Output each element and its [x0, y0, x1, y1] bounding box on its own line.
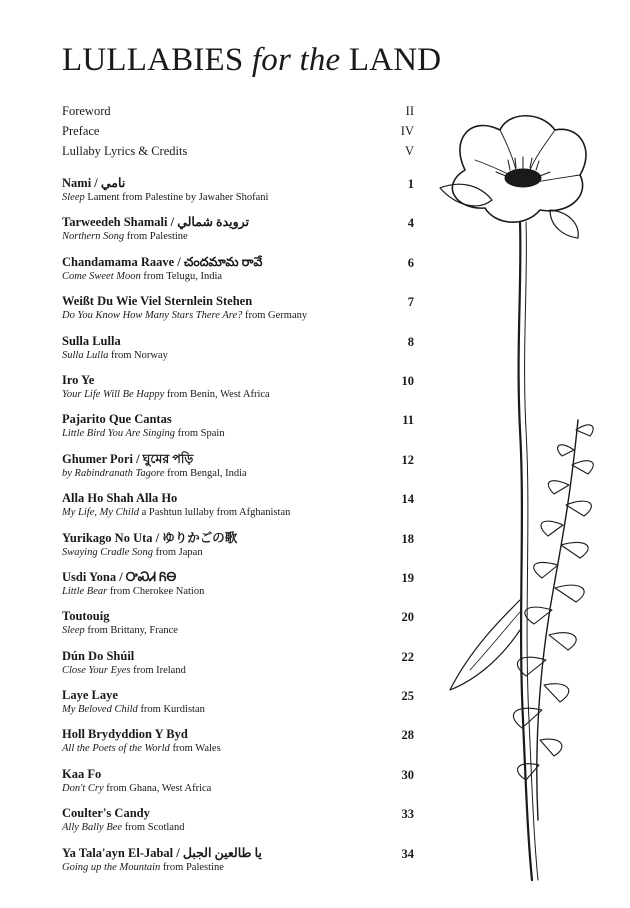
entry-title: Alla Ho Shah Alla Ho: [62, 491, 178, 506]
entry-subtitle-italic: Close Your Eyes: [62, 664, 131, 676]
contents-entry[interactable]: [62, 176, 414, 215]
entry-title: Dún Do Shúil: [62, 648, 135, 663]
entry-subtitle-rest: from Wales: [169, 743, 221, 755]
entry-page-number: 28: [401, 728, 414, 743]
entry-page-number: 11: [402, 413, 414, 428]
entry-subtitle-rest: from Telugu, India: [140, 270, 223, 282]
front-matter-label: Lullaby Lyrics & Credits: [62, 144, 188, 158]
contents-entry[interactable]: [62, 688, 414, 727]
entry-page-number: 33: [401, 807, 414, 822]
contents-entry[interactable]: [62, 491, 414, 530]
entry-subtitle: [62, 585, 414, 598]
entry-subtitle: [62, 191, 414, 204]
contents-entry[interactable]: [62, 609, 414, 648]
entry-title: Ghumer Pori / ঘুমের পড়ি: [62, 451, 194, 466]
entry-page-number: 19: [401, 570, 414, 585]
contents-entry[interactable]: [62, 649, 414, 688]
entry-title: Weißt Du Wie Viel Sternlein Stehen: [62, 294, 253, 309]
contents-entry[interactable]: [62, 452, 414, 491]
entry-title: Iro Ye: [62, 372, 95, 387]
entry-subtitle-rest: from Scotland: [122, 822, 185, 834]
entry-title: Tarweedeh Shamali / ترويدة شمالي: [62, 215, 250, 230]
entry-title: Toutouig: [62, 609, 110, 624]
entry-subtitle-rest: from Cherokee Nation: [107, 585, 205, 597]
entry-title: Nami / نامي: [62, 176, 126, 190]
entry-title: Chandamama Raave / చందమామ రావే: [62, 254, 263, 269]
entry-subtitle: [62, 861, 414, 874]
entry-subtitle-rest: from Germany: [242, 310, 308, 322]
entry-subtitle-italic: My Beloved Child: [62, 704, 138, 716]
entry-subtitle-italic: Do You Know How Many Stars There Are?: [62, 310, 243, 322]
entry-subtitle-italic: My Life, My Child: [62, 507, 139, 519]
entry-page-number: 34: [401, 846, 414, 861]
front-matter-page: V: [404, 144, 414, 158]
entry-subtitle-italic: All the Poets of the World: [62, 743, 170, 755]
front-matter-label: Foreword: [62, 104, 111, 118]
entry-title: Kaa Fo: [62, 766, 102, 781]
entry-subtitle-italic: Swaying Cradle Song: [62, 546, 153, 558]
entry-subtitle: [62, 349, 414, 362]
entry-page-number: 25: [401, 689, 414, 704]
entry-page-number: 1: [407, 177, 414, 191]
entry-title: Pajarito Que Cantas: [62, 412, 172, 427]
entry-subtitle: [62, 821, 414, 834]
entry-page-number: 10: [401, 373, 414, 388]
entry-subtitle-rest: from Benin, West Africa: [164, 388, 270, 400]
contents-entry[interactable]: [62, 334, 414, 373]
entry-page-number: 12: [401, 452, 414, 467]
entry-subtitle: [62, 742, 414, 755]
entry-subtitle: [62, 664, 414, 677]
contents-entry[interactable]: [62, 846, 414, 885]
contents-entry[interactable]: [62, 412, 414, 451]
entry-subtitle: [62, 546, 414, 559]
entry-title: Holl Brydyddion Y Byd: [62, 727, 188, 742]
entry-page-number: 4: [407, 216, 414, 231]
entry-subtitle-rest: from Japan: [153, 546, 203, 558]
entry-subtitle-rest: from Palestine: [124, 231, 188, 243]
entry-subtitle-rest: from Brittany, France: [84, 625, 178, 637]
front-matter-page: II: [405, 104, 414, 118]
entry-subtitle: [62, 230, 414, 243]
contents-entry[interactable]: [62, 767, 414, 806]
title-part-3: LAND: [340, 42, 442, 78]
contents-entry[interactable]: [62, 727, 414, 766]
entry-title: Coulter's Candy: [62, 806, 150, 821]
entry-subtitle-italic: Sleep: [62, 625, 85, 637]
entry-subtitle-italic: Don't Cry: [62, 782, 104, 794]
front-matter-label: Preface: [62, 124, 100, 138]
entry-page-number: 6: [407, 255, 414, 270]
entry-subtitle: [62, 309, 414, 322]
entry-subtitle-italic: Your Life Will Be Happy: [62, 388, 165, 400]
entry-subtitle-italic: Sleep: [62, 192, 85, 203]
entry-subtitle-rest: from Norway: [108, 349, 168, 361]
entry-subtitle-rest: from Palestine: [160, 861, 224, 873]
entry-subtitle-italic: Come Sweet Moon: [62, 270, 141, 282]
contents-entry[interactable]: [62, 806, 414, 845]
entry-title: Laye Laye: [62, 688, 118, 703]
entry-subtitle-italic: Sulla Lulla: [62, 349, 109, 361]
entry-title: Yurikago No Uta / ゆりかごの歌: [62, 530, 238, 545]
entry-subtitle-rest: from Ireland: [130, 664, 186, 676]
entry-subtitle-italic: Little Bird You Are Singing: [62, 428, 175, 440]
entry-subtitle: [62, 782, 414, 795]
entry-page-number: 14: [401, 492, 414, 507]
front-matter-list: [62, 104, 414, 164]
entry-page-number: 20: [401, 610, 414, 625]
entry-subtitle-italic: Northern Song: [62, 231, 125, 243]
contents-entry[interactable]: [62, 531, 414, 570]
entry-page-number: 18: [401, 531, 414, 546]
fern-frond: [537, 420, 578, 820]
poppy-illustration: [430, 100, 610, 890]
entry-subtitle: [62, 467, 414, 480]
title-part-1: LULLABIES: [62, 42, 252, 78]
entry-subtitle: [62, 427, 414, 440]
fern-leaves: [513, 425, 593, 780]
entry-title: Usdi Yona / ᎤᏍᏗ ᏲᎾ: [62, 569, 177, 584]
page-title: [62, 42, 441, 79]
entry-subtitle-rest: from Bengal, India: [164, 467, 247, 479]
entry-subtitle-rest: from Kurdistan: [137, 704, 205, 716]
entry-page-number: 30: [401, 767, 414, 782]
entry-subtitle-italic: Little Bear: [62, 585, 108, 597]
entry-subtitle: [62, 388, 414, 401]
poppy-petal: [550, 210, 578, 238]
entry-subtitle-italic: by Rabindranath Tagore: [62, 467, 165, 479]
entry-page-number: 7: [407, 295, 414, 310]
entry-subtitle: [62, 703, 414, 716]
entry-subtitle: [62, 270, 414, 283]
entry-title: Ya Tala'ayn El-Jabal / يا طالعين الجبل: [62, 845, 262, 860]
entry-subtitle-rest: a Pashtun lullaby from Afghanistan: [139, 507, 291, 519]
front-matter-foreword[interactable]: [62, 104, 414, 124]
contents-entry[interactable]: [62, 373, 414, 412]
front-matter-lyrics-credits[interactable]: [62, 144, 414, 164]
poppy-leaf: [450, 600, 520, 690]
entry-subtitle-italic: Going up the Mountain: [62, 861, 161, 873]
entry-subtitle-rest: from Ghana, West Africa: [103, 782, 212, 794]
entry-subtitle-rest: from Spain: [175, 428, 225, 440]
poppy-petal: [440, 184, 492, 206]
entry-page-number: 22: [401, 649, 414, 664]
front-matter-page: IV: [400, 124, 414, 138]
front-matter-preface[interactable]: [62, 124, 414, 144]
contents-entry[interactable]: [62, 570, 414, 609]
entry-title: Sulla Lulla: [62, 333, 121, 348]
entry-subtitle: [62, 624, 414, 637]
entry-subtitle: [62, 506, 414, 519]
contents-entry[interactable]: [62, 294, 414, 333]
contents-entry[interactable]: [62, 255, 414, 294]
contents-entry[interactable]: [62, 215, 414, 254]
entry-page-number: 8: [407, 334, 414, 349]
title-part-2: for the: [251, 42, 341, 78]
entry-subtitle-rest: Lament from Palestine by Jawaher Shofani: [84, 192, 269, 203]
entry-subtitle-italic: Ally Bally Bee: [62, 822, 123, 834]
poppy-center: [505, 169, 541, 187]
contents-list: [62, 176, 414, 885]
